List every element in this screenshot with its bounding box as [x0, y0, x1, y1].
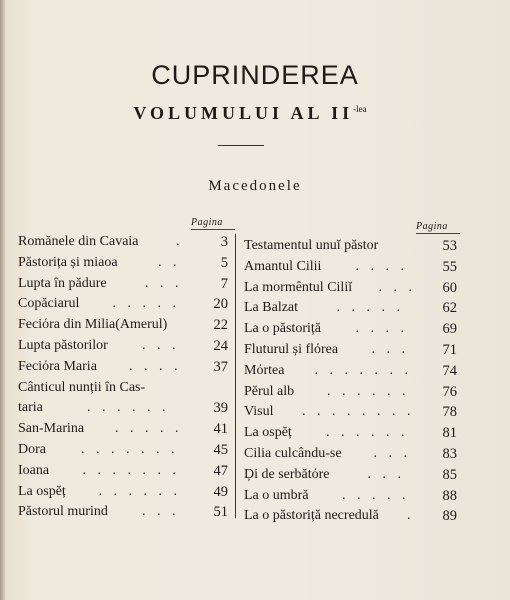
toc-entry-title: Feciόra Maria	[18, 358, 97, 374]
toc-entry	[18, 398, 228, 419]
toc-entry	[18, 378, 228, 399]
toc-entry-leader: . . . . . .	[87, 400, 170, 416]
toc-entry-leader: . . . . . . .	[314, 362, 412, 378]
toc-entry-title: Păstorul murind	[18, 504, 108, 520]
toc-entry	[18, 482, 228, 503]
toc-entry-title: Amantul Cilii	[244, 258, 322, 274]
toc-entry-page: 39	[213, 400, 228, 417]
toc-entry	[244, 444, 457, 465]
toc-entry-leader: . . .	[142, 504, 180, 520]
toc-entry-page: 20	[213, 296, 228, 313]
toc-entry-leader: .	[176, 234, 184, 249]
toc-entry-title: Cânticul nunții în Cas-	[18, 379, 146, 395]
toc-entry	[244, 423, 457, 444]
toc-entry-page: 5	[220, 254, 228, 271]
toc-entry	[18, 336, 228, 357]
toc-entry-leader: . . . . . . .	[81, 441, 179, 457]
toc-entry-page: 3	[220, 234, 228, 250]
toc-entry-page: 22	[213, 317, 228, 334]
page-column-heading-right: Pagina	[416, 221, 460, 234]
toc-entry-title: Ioana	[18, 462, 50, 478]
toc-entry	[18, 315, 228, 336]
toc-entry	[244, 465, 457, 486]
toc-entry-leader: . . . . . . . .	[302, 404, 415, 420]
toc-entry-title: La Balzat	[244, 300, 299, 316]
toc-entry-leader: . . . . . .	[98, 483, 181, 499]
toc-entry-leader: . . .	[145, 275, 183, 291]
toc-entry-page: 89	[442, 508, 457, 525]
toc-entry-title: San-Marina	[18, 421, 85, 437]
toc-entry-page: 45	[213, 441, 228, 458]
toc-entry	[244, 319, 457, 340]
toc-entry	[244, 361, 457, 382]
toc-entry-leader: . . .	[142, 337, 180, 353]
toc-entry-page: 85	[442, 466, 457, 483]
toc-entry-page: 55	[442, 258, 457, 275]
toc-entry-title: La ospĕț	[18, 483, 66, 499]
toc-entry-page: 24	[213, 337, 228, 354]
toc-entry-title: Lupta în pădure	[18, 275, 107, 291]
toc-entry-leader: . . . .	[129, 358, 182, 374]
toc-entry-page: 62	[442, 300, 457, 317]
toc-entry	[244, 236, 457, 257]
toc-entry-leader: . . . . . .	[327, 383, 410, 399]
toc-entry-page: 71	[442, 341, 457, 358]
toc-entry-title: Visul	[244, 404, 274, 420]
toc-entry-page: 81	[442, 425, 457, 442]
toc-entry	[18, 502, 228, 523]
toc-entry-leader: . . .	[373, 445, 411, 461]
toc-entry	[244, 402, 457, 423]
toc-entry-page: 53	[442, 238, 457, 254]
toc-entry	[244, 382, 457, 403]
toc-entry-title: La o umbră	[244, 487, 309, 503]
toc-entry-page: 88	[442, 487, 457, 504]
toc-entry	[244, 278, 457, 299]
title-rule	[218, 145, 264, 146]
toc-entry-leader: . . .	[367, 466, 405, 482]
toc-entry-title: Ḑi de serbătόre	[244, 466, 330, 482]
toc-entry-page: 49	[213, 483, 228, 500]
toc-entry-title: Lupta păstorilor	[18, 337, 108, 353]
toc-entry	[18, 440, 228, 461]
toc-entry-page: 76	[442, 383, 457, 400]
toc-entry-page: 51	[213, 504, 228, 521]
toc-entry-page: 7	[220, 275, 228, 292]
toc-entry-page: 69	[442, 321, 457, 338]
toc-entry-leader: . . . .	[355, 321, 408, 337]
toc-entry-title: Feciόra din Milia(Amerul)	[18, 317, 168, 333]
right-column	[244, 236, 457, 527]
toc-entry-leader: . . . . . .	[326, 425, 409, 441]
toc-entry-title: La o păstoriță necredulă	[244, 508, 379, 524]
toc-entry-title: Copăciarul	[18, 296, 80, 312]
left-column	[18, 232, 228, 523]
toc-entry-title: La ospĕț	[244, 425, 292, 441]
toc-entry	[18, 461, 228, 482]
subtitle-main: VOLUMULUI AL II	[133, 103, 354, 123]
toc-entry-page: 74	[442, 362, 457, 379]
toc-entry-title: Romănele din Cavaia	[18, 234, 139, 249]
toc-entry	[244, 340, 457, 361]
toc-entry	[18, 253, 228, 274]
toc-entry-leader: . . . . . . .	[82, 462, 180, 478]
toc-entry	[18, 232, 228, 253]
page-column-heading-left: Pagina	[191, 217, 235, 230]
toc-entry	[18, 294, 228, 315]
toc-entry-title: Dora	[18, 441, 46, 457]
toc-entry-page: 41	[213, 421, 228, 438]
toc-entry	[18, 419, 228, 440]
toc-entry-page: 60	[442, 279, 457, 296]
column-divider	[235, 234, 236, 518]
subtitle-suffix: -lea	[353, 104, 367, 114]
toc-entry-title: La o păstoriță	[244, 321, 321, 337]
toc-entry-leader: .	[407, 508, 415, 524]
toc-entry-title: Pĕrul alb	[244, 383, 295, 399]
toc-entry	[244, 298, 457, 319]
toc-entry-leader: . . . . .	[115, 421, 183, 437]
toc-entry-title: Testamentul unuĭ păstor	[244, 238, 379, 253]
toc-entry-title: taria	[18, 400, 43, 416]
toc-entry-page: 47	[213, 462, 228, 479]
toc-entry-title: Cilia culcându-se	[244, 445, 342, 461]
toc-entry-title: Mόrtea	[244, 362, 285, 378]
page-title: CUPRINDEREA	[151, 60, 359, 90]
toc-entry-leader: . . . . .	[336, 300, 404, 316]
toc-entry	[18, 274, 228, 295]
toc-entry	[244, 506, 457, 527]
toc-entry-page: 83	[442, 445, 457, 462]
page-subtitle	[80, 103, 420, 124]
toc-entry-leader: . . .	[378, 279, 416, 295]
toc-entry	[244, 257, 457, 278]
toc-entry-page: 78	[442, 404, 457, 421]
toc-entry-title: Fluturul și flόrea	[244, 341, 339, 357]
toc-entry	[18, 357, 228, 378]
section-title: Macedonele	[208, 178, 302, 194]
toc-entry-leader: . . . . .	[112, 296, 180, 312]
toc-entry-leader: . .	[158, 254, 181, 270]
toc-entry-leader: . . . .	[355, 258, 408, 274]
toc-entry-page: 37	[213, 358, 228, 375]
toc-entry-leader: . . . . .	[342, 487, 410, 503]
toc-entry-leader: . . .	[371, 341, 409, 357]
toc-entry-title: Păstorița și miaoa	[18, 254, 118, 270]
toc-entry	[244, 486, 457, 507]
toc-entry-title: La mormêntul Ciliĭ	[244, 279, 353, 295]
